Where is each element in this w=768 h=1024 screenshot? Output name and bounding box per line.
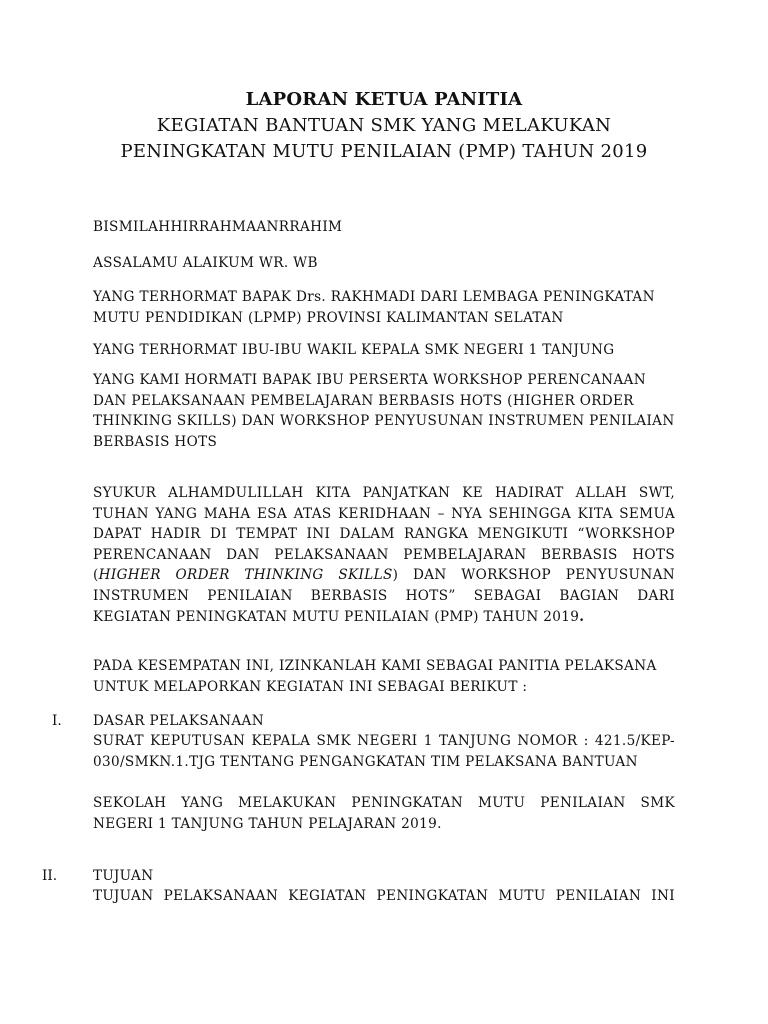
title-block (0, 87, 768, 165)
gratitude-paragraph (93, 483, 675, 627)
section-1-paragraph-1: SURAT KEPUTUSAN KEPALA SMK NEGERI 1 TANJUNG NOMOR : 421.5/KEP-030/SMKN.1.TJG TENTANG PENGANGKATAN TIM PELAKSANA BANTUAN (93, 733, 675, 770)
report-subtitle-line-2: PENINGKATAN MUTU PENILAIAN (PMP) TAHUN 2019 (120, 141, 648, 162)
report-title: LAPORAN KETUA PANITIA (245, 89, 523, 110)
report-subtitle-line-1: KEGIATAN BANTUAN SMK YANG MELAKUKAN (156, 115, 612, 136)
intro-paragraph: PADA KESEMPATAN INI, IZINKANLAH KAMI SEBAGAI PANITIA PELAKSANA UNTUK MELAPORKAN KEGIATAN INI SEBAGAI BERIKUT : (93, 658, 657, 695)
salam-text: ASSALAMU ALAIKUM WR. WB (93, 255, 318, 271)
greeting-peserta: YANG KAMI HORMATI BAPAK IBU PERSERTA WORKSHOP PERENCANAAN DAN PELAKSANAAN PEMBELAJARAN BERBASIS HOTS (HIGHER ORDER THINKING SKILLS) DAN WORKSHOP PENYUSUNAN INSTRUMEN PENILAIAN BERBASIS HOTS (93, 372, 675, 450)
section-2-paragraph-1: TUJUAN PELAKSANAAN KEGIATAN PENINGKATAN MUTU PENILAIAN INI (93, 888, 675, 904)
section-1-number: I. (52, 713, 62, 729)
bismillah-text: BISMILAHHIRRAHMAANRRAHIM (93, 219, 343, 235)
greeting-lpmp: YANG TERHORMAT BAPAK Drs. RAKHMADI DARI LEMBAGA PENINGKATAN MUTU PENDIDIKAN (LPMP) PROVINSI KALIMANTAN SELATAN (93, 289, 655, 326)
section-2-number: II. (42, 868, 58, 884)
gratitude-italic-term: HIGHER ORDER THINKING SKILLS (98, 567, 393, 584)
section-1-paragraph-2: SEKOLAH YANG MELAKUKAN PENINGKATAN MUTU PENILAIAN SMK NEGERI 1 TANJUNG TAHUN PELAJARAN 2019. (93, 795, 675, 832)
gratitude-period: . (579, 608, 585, 625)
greeting-wakil-kepala: YANG TERHORMAT IBU-IBU WAKIL KEPALA SMK NEGERI 1 TANJUNG (93, 342, 615, 358)
section-2-heading: TUJUAN (93, 868, 154, 884)
gratitude-text-part-1: SYUKUR ALHAMDULILLAH KITA PANJATKAN KE HADIRAT ALLAH SWT, TUHAN YANG MAHA ESA ATAS KERIDHAAN – NYA SEHINGGA KITA SEMUA DAPAT HADIR DI TEMPAT INI DALAM RANGKA MENGIKUTI “WORKSHOP PERENCANAAN DAN PELAKSANAAN PEMBELAJARAN BERBASIS HOTS ( (93, 485, 675, 584)
gratitude-text-part-2: ) DAN WORKSHOP PENYUSUNAN INSTRUMEN PENILAIAN BERBASIS HOTS” SEBAGAI BAGIAN DARI KEGIATAN PENINGKATAN MUTU PENILAIAN (PMP) TAHUN 2019 (93, 567, 675, 625)
section-1-heading: DASAR PELAKSANAAN (93, 713, 264, 729)
